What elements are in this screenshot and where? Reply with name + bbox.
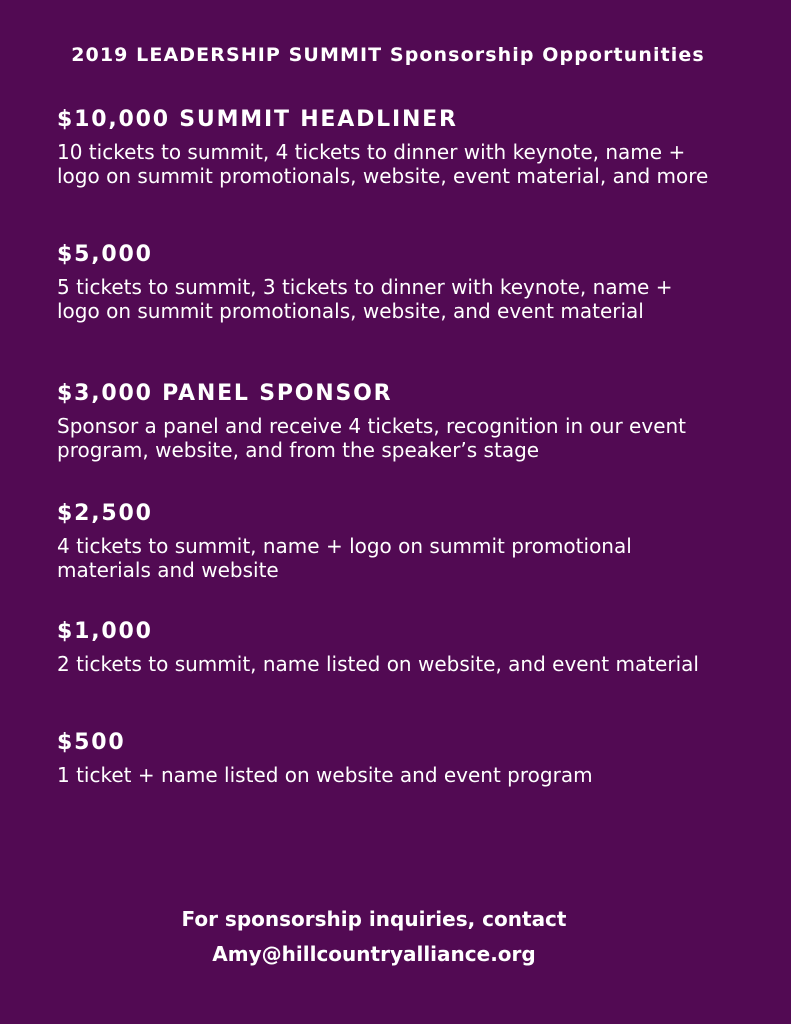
tier-description: 1 ticket + name listed on website and event program [57, 763, 593, 787]
tier-5000 [57, 242, 717, 323]
contact-text: For sponsorship inquiries, contact [181, 907, 567, 931]
tier-panel-sponsor [57, 381, 717, 462]
contact-email[interactable]: Amy@hillcountryalliance.org [212, 942, 536, 966]
tier-500 [57, 730, 717, 787]
tier-heading: $3,000 PANEL SPONSOR [57, 381, 393, 406]
tier-description: Sponsor a panel and receive 4 tickets, recognition in our event program, website, and from the speaker’s stage [57, 414, 687, 462]
tier-heading: $5,000 [57, 242, 153, 267]
tier-description: 10 tickets to summit, 4 tickets to dinner with keynote, name + logo on summit promotionals, website, event material, and more [57, 140, 709, 188]
tier-1000 [57, 619, 717, 676]
tier-heading: $2,500 [57, 501, 153, 526]
page-title: 2019 LEADERSHIP SUMMIT Sponsorship Opportunities [71, 44, 705, 66]
tier-description: 4 tickets to summit, name + logo on summit promotional materials and website [57, 534, 632, 582]
contact-block [0, 902, 748, 972]
tier-description: 2 tickets to summit, name listed on website, and event material [57, 652, 699, 676]
tier-heading: $500 [57, 730, 126, 755]
tier-heading: $10,000 SUMMIT HEADLINER [57, 107, 458, 132]
tier-2500 [57, 501, 717, 582]
tier-headliner [57, 107, 717, 188]
tier-heading: $1,000 [57, 619, 153, 644]
tier-description: 5 tickets to summit, 3 tickets to dinner with keynote, name + logo on summit promotionals, website, and event material [57, 275, 673, 323]
